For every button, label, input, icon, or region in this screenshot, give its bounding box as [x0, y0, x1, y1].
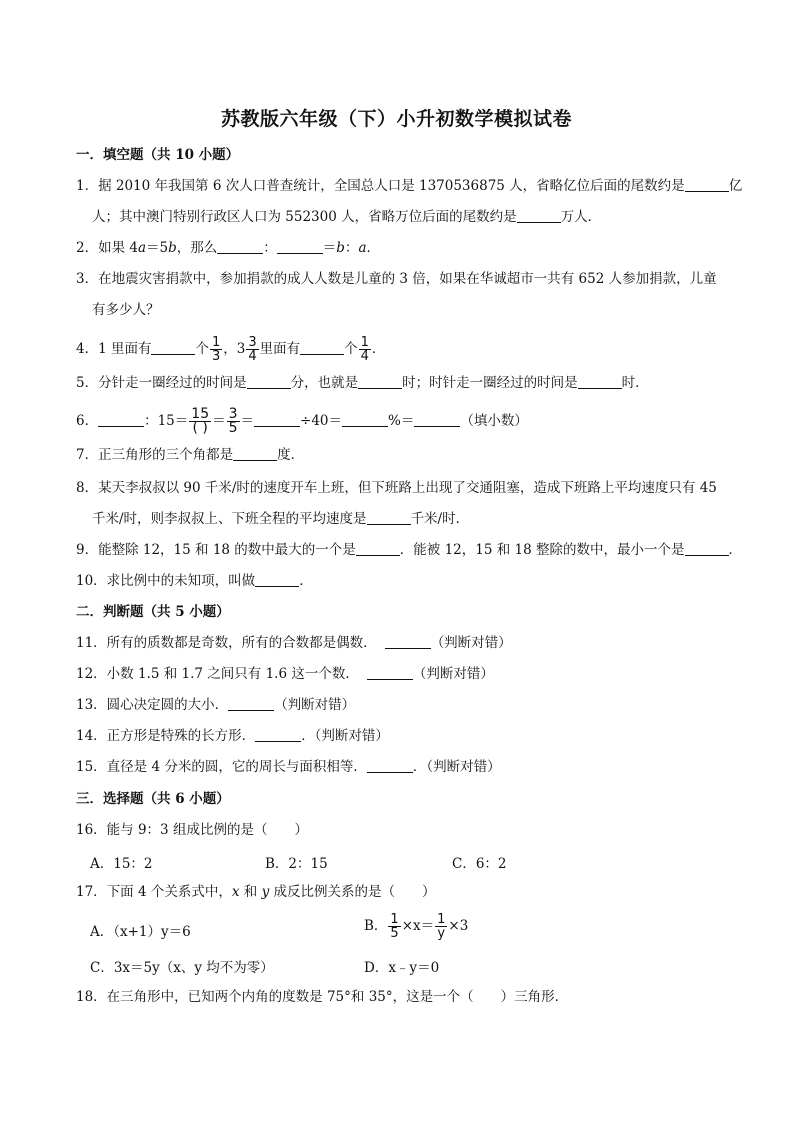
option-text: ×x＝: [401, 918, 435, 934]
question-5-text: 时；时针走一圈经过的时间是: [402, 375, 578, 391]
fraction-one-fifth: [388, 913, 400, 940]
question-9-text: 9．能整除 12，15 和 18 的数中最大的一个是: [76, 542, 356, 558]
answer-blank[interactable]: [277, 240, 323, 254]
answer-blank[interactable]: [367, 511, 411, 525]
question-10: [76, 572, 313, 590]
denominator: 4: [360, 349, 369, 364]
answer-blank[interactable]: [151, 341, 195, 355]
answer-blank[interactable]: [217, 240, 263, 254]
denominator: 5: [390, 926, 399, 941]
answer-blank[interactable]: [247, 375, 291, 389]
question-6-text: 6．: [76, 413, 99, 429]
question-12-text: （判断对错）: [412, 666, 494, 682]
question-5: [76, 374, 649, 392]
question-16-option-a[interactable]: A．15：2: [90, 856, 153, 872]
question-4-text: 个: [195, 341, 209, 357]
question-4-text: 里面有: [259, 341, 301, 357]
question-1-line-1: [76, 177, 742, 195]
question-7: [76, 446, 304, 464]
var-x: x: [231, 884, 240, 900]
question-13-text: （判断对错）: [274, 697, 356, 713]
var-b: b: [168, 240, 177, 256]
question-8-text: 千米/时．: [410, 511, 470, 527]
question-10-text: 10．求比例中的未知项，叫做: [76, 573, 256, 589]
var-a: a: [137, 240, 147, 256]
question-1-text-d: 万人．: [560, 209, 602, 225]
question-7-text: 度．: [277, 447, 305, 463]
fraction-fifteen-over-blank: [189, 408, 211, 435]
question-2-text: ，那么: [176, 240, 218, 256]
answer-blank[interactable]: [367, 759, 413, 773]
denominator-blank[interactable]: ( ): [192, 420, 208, 436]
question-2-text: ：: [263, 240, 277, 256]
answer-blank[interactable]: [685, 542, 729, 556]
answer-blank[interactable]: [356, 542, 400, 556]
question-17-option-c[interactable]: C．3x＝5y（x、y 均不为零）: [90, 960, 274, 976]
question-4-text: 个: [344, 341, 358, 357]
question-1-line-2: [92, 208, 601, 226]
denominator: 3: [211, 349, 221, 364]
question-16-option-b[interactable]: B．2：15: [265, 856, 328, 872]
question-17-stem: [76, 883, 436, 901]
question-3-line-1: 3．在地震灾害捐款中，参加捐款的成人人数是儿童的 3 倍，如果在华诚超市一共有 652 人参加捐款，儿童: [76, 271, 717, 287]
question-2-text: ＝: [322, 240, 337, 256]
denominator: y: [437, 926, 446, 941]
answer-blank[interactable]: [578, 375, 622, 389]
answer-blank[interactable]: [685, 178, 729, 192]
answer-blank[interactable]: [98, 413, 144, 427]
question-2-text: ．: [366, 240, 381, 256]
question-14: [76, 727, 389, 745]
question-3-line-2: 有多少人？: [92, 302, 160, 318]
question-2-text: ：: [344, 240, 359, 256]
page-title: 苏教版六年级（下）小升初数学模拟试卷: [220, 108, 572, 130]
question-8-line-2: [92, 510, 469, 528]
question-6: [76, 404, 528, 438]
answer-blank[interactable]: [517, 209, 561, 223]
option-text: ×3: [448, 918, 469, 934]
question-5-text: 时．: [621, 375, 649, 391]
question-6-text: （填小数）: [460, 413, 528, 429]
answer-blank[interactable]: [367, 666, 413, 680]
question-16-option-c[interactable]: C．6：2: [452, 856, 507, 872]
question-17-option-a[interactable]: A．（x+1）y＝6: [90, 924, 191, 940]
question-17-option-d[interactable]: D．x﹣y＝0: [364, 960, 440, 976]
answer-blank[interactable]: [358, 375, 402, 389]
question-11-text: （判断对错）: [430, 635, 512, 651]
answer-blank[interactable]: [233, 447, 277, 461]
numerator: 1: [211, 335, 221, 350]
question-13: [76, 696, 355, 714]
question-1-text-c: 人；其中澳门特别行政区人口为 552300 人，省略万位后面的尾数约是: [92, 209, 517, 225]
section-fill-blank-heading: 一．填空题（共 10 小题）: [76, 147, 240, 163]
question-6-text: ＝: [240, 413, 255, 429]
fraction-one-third: [210, 336, 222, 363]
question-15-text: 15．直径是 4 分米的圆，它的周长与面积相等．: [76, 759, 367, 775]
answer-blank[interactable]: [228, 697, 274, 711]
numerator: 3: [228, 406, 238, 422]
question-12: [76, 665, 494, 683]
section-true-false-heading: 二．判断题（共 5 小题）: [76, 604, 230, 620]
question-15-text: ．（判断对错）: [412, 759, 501, 775]
question-13-text: 13．圆心决定圆的大小．: [76, 697, 229, 713]
question-4: [76, 335, 385, 363]
numerator: 15: [191, 406, 210, 422]
numerator: 1: [390, 912, 399, 927]
answer-blank[interactable]: [300, 341, 344, 355]
denominator: 4: [248, 349, 257, 364]
denominator: 5: [228, 420, 238, 436]
question-14-text: ．（判断对错）: [301, 728, 389, 744]
numerator: 3: [248, 335, 257, 350]
question-5-text: 5．分针走一圈经过的时间是: [76, 375, 247, 391]
question-15: [76, 758, 501, 776]
var-b: b: [336, 240, 345, 256]
question-1-text-a: 1．据 2010 年我国第 6 次人口普查统计，全国总人口是 1370536875 人，省略亿位后面的尾数约是: [76, 178, 685, 194]
numerator: 1: [360, 335, 369, 350]
question-17-text: 和: [239, 884, 262, 900]
answer-blank[interactable]: [342, 413, 388, 427]
question-17-text: 17．下面 4 个关系式中，: [76, 884, 232, 900]
section-multiple-choice-heading: 三．选择题（共 6 小题）: [76, 791, 230, 807]
question-4-text: ，3: [223, 341, 246, 357]
question-12-text: 12．小数 1.5 和 1.7 之间只有 1.6 这一个数．: [76, 666, 359, 682]
question-4-text: ．: [371, 341, 386, 357]
question-18-stem: 18．在三角形中，已知两个内角的度数是 75°和 35°，这是一个（ ）三角形．: [76, 989, 569, 1005]
question-4-text: 4．1 里面有: [76, 341, 152, 357]
question-2-text: 2．如果 4: [76, 240, 138, 256]
fraction-three-fifths: [227, 408, 240, 435]
question-16-stem: 16．能与 9：3 组成比例的是（ ）: [76, 822, 308, 838]
question-9: [76, 541, 742, 559]
answer-blank[interactable]: [254, 413, 300, 427]
question-5-text: 分，也就是: [290, 375, 359, 391]
question-17-option-b[interactable]: [364, 910, 468, 942]
answer-blank[interactable]: [255, 728, 301, 742]
question-7-text: 7．正三角形的三个角都是: [76, 447, 234, 463]
question-11: [76, 634, 512, 652]
question-6-text: ＝: [212, 413, 226, 429]
question-8-line-1: 8．某天李叔叔以 90 千米/时的速度开车上班，但下班路上出现了交通阻塞，造成下班路上平均速度只有 45: [76, 480, 717, 496]
var-y: y: [261, 884, 270, 900]
option-label: B．: [364, 918, 388, 934]
answer-blank[interactable]: [414, 413, 460, 427]
question-14-text: 14．正方形是特殊的长方形．: [76, 728, 256, 744]
question-10-text: ．: [299, 573, 313, 589]
question-1-text-b: 亿: [728, 178, 743, 194]
question-6-text: ÷40＝: [300, 413, 343, 429]
answer-blank[interactable]: [385, 635, 431, 649]
question-6-text: %＝: [388, 413, 415, 429]
fraction-three-quarters: [246, 336, 258, 363]
question-2-text: ＝5: [146, 240, 169, 256]
question-2: [76, 239, 380, 257]
question-9-text: ．能被 12，15 和 18 整除的数中，最小一个是: [399, 542, 685, 558]
question-6-text: ：15＝: [144, 413, 189, 429]
question-8-text: 千米/时，则李叔叔上、下班全程的平均速度是: [92, 511, 367, 527]
question-11-text: 11．所有的质数都是奇数，所有的合数都是偶数．: [76, 635, 377, 651]
answer-blank[interactable]: [255, 573, 299, 587]
numerator: 1: [437, 912, 446, 927]
question-9-text: ．: [728, 542, 742, 558]
fraction-one-over-y: [435, 913, 447, 940]
fraction-one-quarter: [359, 336, 371, 363]
var-a: a: [358, 240, 367, 256]
question-17-text: 成反比例关系的是（ ）: [269, 884, 436, 900]
